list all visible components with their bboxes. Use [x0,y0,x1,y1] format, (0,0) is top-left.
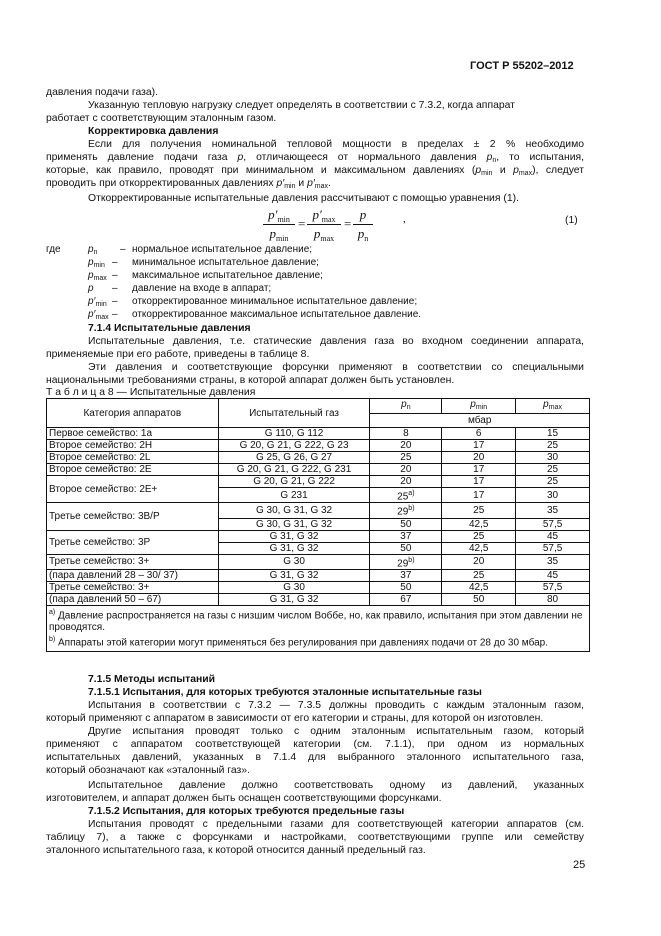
section-7151-p2-line-2: применяют с аппаратом соответствующей категории (см. 7.1.1), при одном из нормальных [46,739,584,750]
cell-gas: G 31, G 32 [218,593,370,605]
cell-gas: G 31, G 32 [218,542,370,554]
table-row [47,530,590,542]
where-dash: – [112,309,118,320]
header-pmin: $p_{min}$ [442,399,516,414]
table-row [47,464,590,476]
where-dash: – [112,283,118,294]
where-description: откорректированное максимальное испытательное давление. [132,309,422,320]
table-row [47,428,590,440]
correction-line-1: Если для получения номинальной тепловой мощности в пределах ± 2 % необходимо [88,139,584,150]
where-dash: – [112,257,118,268]
table-row [47,440,590,452]
where-symbol: $p_{min}$ [88,257,105,269]
formula-comma: , [403,213,406,225]
table-footnotes [47,605,590,651]
cell-pn: 50 [370,542,442,554]
table-footnote-cell [47,605,590,651]
section-7152-line-1: Испытания проводят с предельными газами для соответствующей категории аппаратов (см. [88,819,584,830]
section-7152-heading: 7.1.5.2 Испытания, для которых требуются предельные газы [88,806,405,817]
section-714-line-4: национальными требованиями страны, в которой аппарат должен быть установлен. [46,375,455,386]
cell-pn: 50 [370,581,442,593]
cell-gas: G 30 [218,554,370,569]
formula-denominator-2: $p_{max}$ [313,226,335,243]
cell-pmin: 42,5 [442,518,516,530]
cell-pmax: 35 [516,503,590,518]
cell-pn: 29$^{b)}$ [370,503,442,518]
footnote-a: $^{a)}$ Давление распространяется на газы с низшим числом Воббе, но, как правило, испытания при этом давлении не проводятся. [49,608,583,634]
cell-pmin: 42,5 [442,542,516,554]
cell-pmax: 25 [516,464,590,476]
where-dash: – [120,244,126,255]
cell-pn: 29$^{b)}$ [370,554,442,569]
formula-bar-3 [353,224,373,225]
cell-category: Второе семейство: 2E+ [47,476,219,503]
formula-numerator-1: $p'_{min}$ [268,207,290,224]
formula-bar-1 [263,224,295,225]
table-row [47,569,590,581]
cell-pmax: 57,5 [516,542,590,554]
cell-pmax: 57,5 [516,581,590,593]
cell-pmin: 20 [442,452,516,464]
cell-pmax: 30 [516,488,590,503]
intro-line-2: Указанную тепловую нагрузку следует определять в соответствии с 7.3.2, когда аппарат [88,100,515,111]
where-description: нормальное испытательное давление; [132,244,313,255]
where-symbol: $p_{max}$ [88,270,107,282]
section-714-line-1: Испытательные давления, т.е. статические давления газа во входном соединении аппарата, [88,336,584,347]
table-caption: Т а б л и ц а 8 — Испытательные давления [46,387,256,398]
cell-pmin: 42,5 [442,581,516,593]
cell-pn: 8 [370,428,442,440]
header-pmax: $p_{max}$ [516,399,590,414]
section-7151-p1-line-2: который применяют с аппаратом в зависимости от его категории и страны, для которой он изготовлен. [46,713,544,724]
cell-gas: G 110, G 112 [218,428,370,440]
cell-category: Третье семейство: 3P [47,530,219,554]
cell-pn: 50 [370,518,442,530]
cell-pn: 20 [370,476,442,488]
cell-pmin: 17 [442,476,516,488]
cell-pn: 37 [370,569,442,581]
table-row [47,581,590,593]
intro-line-3: работает с соответствующим эталонным газом. [46,113,277,124]
where-dash: – [112,296,118,307]
section-7151-p3-line-2: изготовителем, и аппарат должен быть оснащен соответствующими форсунками. [46,793,442,804]
section-7152-line-2: таблицу 7), а также с форсунками и настройками, соответствующими группе или семейству [46,832,584,843]
section-7151-p1-line-1: Испытания в соответствии с 7.3.2 — 7.3.5 должны проводить с каждым эталонным газом, [88,700,584,711]
cell-pmin: 25 [442,569,516,581]
cell-gas: G 31, G 32 [218,530,370,542]
cell-pmin: 20 [442,554,516,569]
section-714-line-2: применяемые при его работе, приведены в таблице 8. [46,349,310,360]
cell-pn: 20 [370,464,442,476]
correction-heading: Корректировка давления [88,126,219,137]
cell-pmin: 25 [442,530,516,542]
section-715-heading: 7.1.5 Методы испытаний [88,674,216,685]
where-symbol: p [88,283,94,294]
section-7151-p2-line-4: который обозначают как «эталонный газ». [46,765,250,776]
cell-pmax: 80 [516,593,590,605]
cell-pmax: 35 [516,554,590,569]
where-dash: – [112,270,118,281]
correction-line-3: которые, как правило, проводят при минимальном и максимальном давлениях ($p_{min}$ и $p_{max}$), следует [46,165,584,177]
cell-gas: G 25, G 26, G 27 [218,452,370,464]
correction-line-5: Откорректированные испытательные давления рассчитывают с помощью уравнения (1). [88,193,519,204]
intro-line-1: давления подачи газа). [46,87,159,98]
formula-denominator-3: $p_n$ [357,226,369,243]
cell-gas: G 30, G 31, G 32 [218,503,370,518]
cell-pmax: 45 [516,569,590,581]
cell-pmin: 25 [442,503,516,518]
cell-pn: 25$^{a)}$ [370,488,442,503]
table-row [47,554,590,569]
cell-pmax: 25 [516,440,590,452]
cell-category: Первое семейство: 1a [47,428,219,440]
cell-pn: 20 [370,440,442,452]
where-description: минимальное испытательное давление; [132,257,319,268]
where-description: максимальное испытательное давление; [132,270,323,281]
table-row [47,593,590,605]
cell-pmin: 17 [442,440,516,452]
correction-line-2: применять давление подачи газа p, отличающееся от нормального давления $p_n$, то испытания, [46,152,585,164]
section-714-line-3: Эти давления и соответствующие форсунки применяют в соответствии со специальными [88,362,584,373]
table-row [47,452,590,464]
section-7151-p3-line-1: Испытательное давление должно соответствовать одному из давлений, указанных [88,780,584,791]
table-row [47,503,590,518]
cell-gas: G 31, G 32 [218,569,370,581]
cell-pn: 37 [370,530,442,542]
cell-gas: G 20, G 21, G 222, G 231 [218,464,370,476]
formula-denominator-1: $p_{min}$ [269,226,289,243]
cell-gas: G 20, G 21, G 222, G 23 [218,440,370,452]
formula-numerator-3: p [359,207,367,222]
formula-bar-2 [307,224,341,225]
header-category: Категория аппаратов [47,399,219,428]
correction-line-4: проводить при откорректированных давлениях $p'_{min}$ и $p'_{max}$. [46,178,331,190]
cell-gas: G 20, G 21, G 222 [218,476,370,488]
cell-category: (пара давлений 28 – 30/ 37) [47,569,219,581]
cell-category: Второе семейство: 2L [47,452,219,464]
where-description: откорректированное минимальное испытательное давление; [132,296,418,307]
formula-numerator-2: $p'_{max}$ [312,207,336,224]
where-symbol: $p'_{max}$ [88,309,109,321]
cell-pmin: 17 [442,488,516,503]
section-7151-p2-line-3: испытательных давлений, указанных в 7.1.4 для выбранного эталонного испытательного газа, [46,752,584,763]
formula-number: (1) [565,215,578,226]
table-header-row [47,399,590,414]
section-7152-line-3: эталонного испытательного газа, к которой относится данный предельный газ. [46,845,426,856]
page-number: 25 [573,859,586,871]
header-pn: $p_n$ [370,399,442,414]
cell-pn: 25 [370,452,442,464]
section-7151-heading: 7.1.5.1 Испытания, для которых требуются эталонные испытательные газы [88,687,482,698]
where-symbol: $p'_{min}$ [88,296,107,308]
cell-pmin: 17 [442,464,516,476]
header-unit: мбар [370,414,590,428]
cell-gas: G 30, G 31, G 32 [218,518,370,530]
where-description: давление на входе в аппарат; [132,283,272,294]
cell-pmax: 57,5 [516,518,590,530]
header-gas: Испытательный газ [218,399,370,428]
footnote-b: $^{b)}$ Аппараты этой категории могут применяться без регулирования при давлениях подачи от 28 до 30 мбар. [49,636,548,649]
where-symbol: $p_n$ [88,244,98,256]
cell-category: Третье семейство: 3B/P [47,503,219,530]
cell-pn: 67 [370,593,442,605]
formula-equals-2: = [344,216,352,231]
document-header: ГОСТ Р 55202–2012 [470,60,574,72]
where-label: где [46,244,61,255]
table-8 [46,398,590,652]
cell-category: Третье семейство: 3+ [47,554,219,569]
cell-category: Третье семейство: 3+ [47,581,219,593]
cell-pmax: 45 [516,530,590,542]
cell-pmax: 25 [516,476,590,488]
cell-pmax: 30 [516,452,590,464]
cell-category: Второе семейство: 2H [47,440,219,452]
formula-equals-1: = [298,216,306,231]
cell-pmin: 50 [442,593,516,605]
cell-pmax: 15 [516,428,590,440]
cell-pmin: 6 [442,428,516,440]
section-7151-p2-line-1: Другие испытания проводят только с одним эталонным испытательным газом, который [88,726,584,737]
section-714-heading: 7.1.4 Испытательные давления [88,323,251,334]
table-row [47,476,590,488]
cell-category: Второе семейство: 2E [47,464,219,476]
cell-category: (пара давлений 50 – 67) [47,593,219,605]
cell-gas: G 231 [218,488,370,503]
cell-gas: G 30 [218,581,370,593]
